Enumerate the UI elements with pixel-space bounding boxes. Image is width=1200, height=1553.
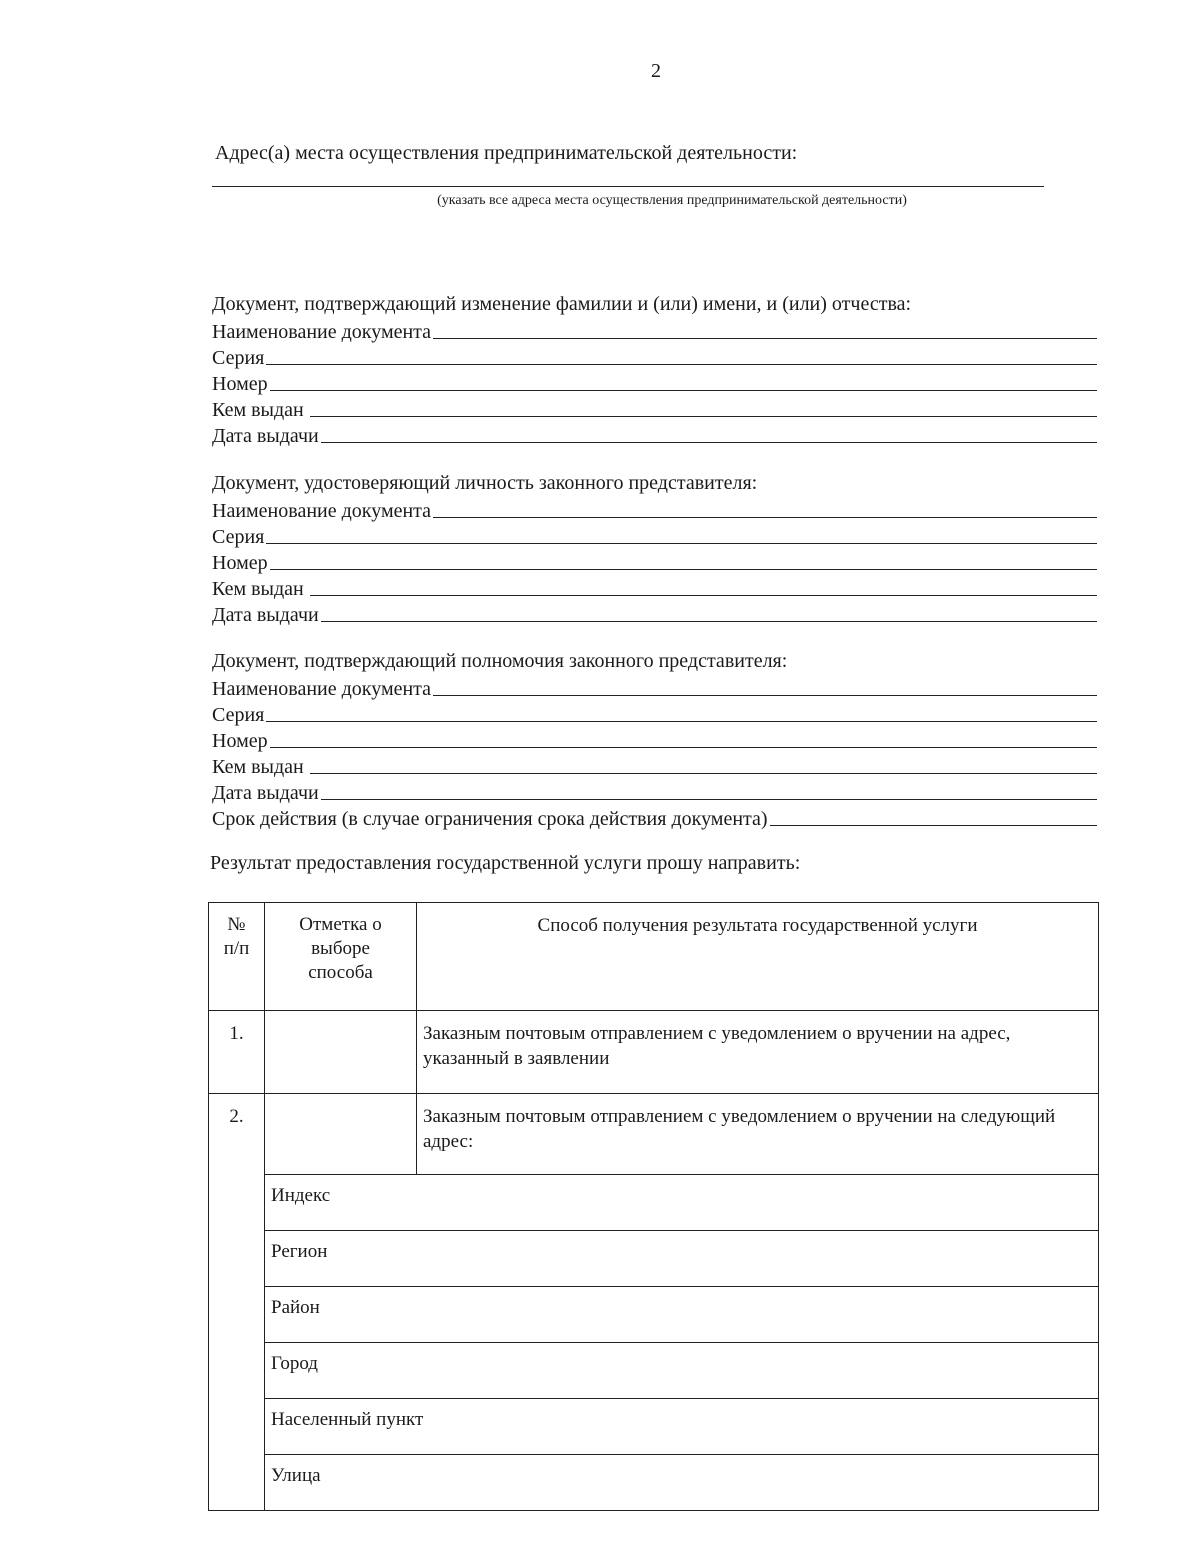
number-field[interactable]: Номер (212, 726, 1097, 752)
address-field-row[interactable] (209, 1287, 1099, 1343)
section-title: Документ, удостоверяющий личность законного представителя: (212, 472, 758, 494)
series-field[interactable]: Серия (212, 522, 1097, 548)
address-field-row[interactable] (209, 1175, 1099, 1231)
header-number: № п/п (209, 903, 265, 1011)
page-number: 2 (651, 60, 661, 82)
issue-date-field[interactable]: Дата выдачи (212, 421, 1097, 447)
address-field-row[interactable] (209, 1399, 1099, 1455)
result-delivery-title: Результат предоставления государственной услуги прошу направить: (210, 852, 801, 874)
rep-authority-document-section (212, 648, 1097, 830)
doc-name-field[interactable]: Наименование документа (212, 317, 1097, 343)
address-field-row[interactable] (209, 1455, 1099, 1511)
row-number: 1. (209, 1011, 265, 1094)
issue-date-field[interactable]: Дата выдачи (212, 778, 1097, 804)
region-label: Регион (265, 1231, 1099, 1287)
number-field[interactable]: Номер (212, 548, 1097, 574)
city-label: Город (265, 1343, 1099, 1399)
section-title: Документ, подтверждающий полномочия законного представителя: (212, 650, 788, 672)
table-row (209, 1094, 1099, 1175)
doc-name-field[interactable]: Наименование документа (212, 674, 1097, 700)
table-header-row (209, 903, 1099, 1011)
issued-by-field[interactable]: Кем выдан (212, 395, 1097, 421)
name-change-document-section (212, 291, 1097, 447)
number-field[interactable]: Номер (212, 369, 1097, 395)
method-description: Заказным почтовым отправлением с уведомлением о вручении на адрес, указанный в заявлении (417, 1011, 1099, 1094)
business-address-label: Адрес(а) места осуществления предпринимательской деятельности: (215, 142, 798, 164)
issued-by-field[interactable]: Кем выдан (212, 574, 1097, 600)
issued-by-field[interactable]: Кем выдан (212, 752, 1097, 778)
section-title: Документ, подтверждающий изменение фамилии и (или) имени, и (или) отчества: (212, 293, 912, 315)
business-address-line[interactable] (212, 186, 1044, 187)
method-mark-cell[interactable] (265, 1011, 417, 1094)
postal-index-label: Индекс (265, 1175, 1099, 1231)
series-field[interactable]: Серия (212, 343, 1097, 369)
method-mark-cell[interactable] (265, 1094, 417, 1175)
rep-identity-document-section (212, 470, 1097, 626)
method-description: Заказным почтовым отправлением с уведомлением о вручении на следующий адрес: (417, 1094, 1099, 1175)
header-mark: Отметка о выборе способа (265, 903, 417, 1011)
series-field[interactable]: Серия (212, 700, 1097, 726)
district-label: Район (265, 1287, 1099, 1343)
issue-date-field[interactable]: Дата выдачи (212, 600, 1097, 626)
address-field-row[interactable] (209, 1343, 1099, 1399)
header-method: Способ получения результата государственной услуги (417, 903, 1099, 1011)
row-number: 2. (209, 1094, 265, 1511)
result-delivery-table (208, 902, 1099, 1511)
street-label: Улица (265, 1455, 1099, 1511)
settlement-label: Населенный пункт (265, 1399, 1099, 1455)
table-row (209, 1011, 1099, 1094)
address-field-row[interactable] (209, 1231, 1099, 1287)
business-address-hint: (указать все адреса места осуществления предпринимательской деятельности) (437, 193, 907, 208)
doc-name-field[interactable]: Наименование документа (212, 496, 1097, 522)
validity-field[interactable]: Срок действия (в случае ограничения срока действия документа) (212, 804, 1097, 830)
